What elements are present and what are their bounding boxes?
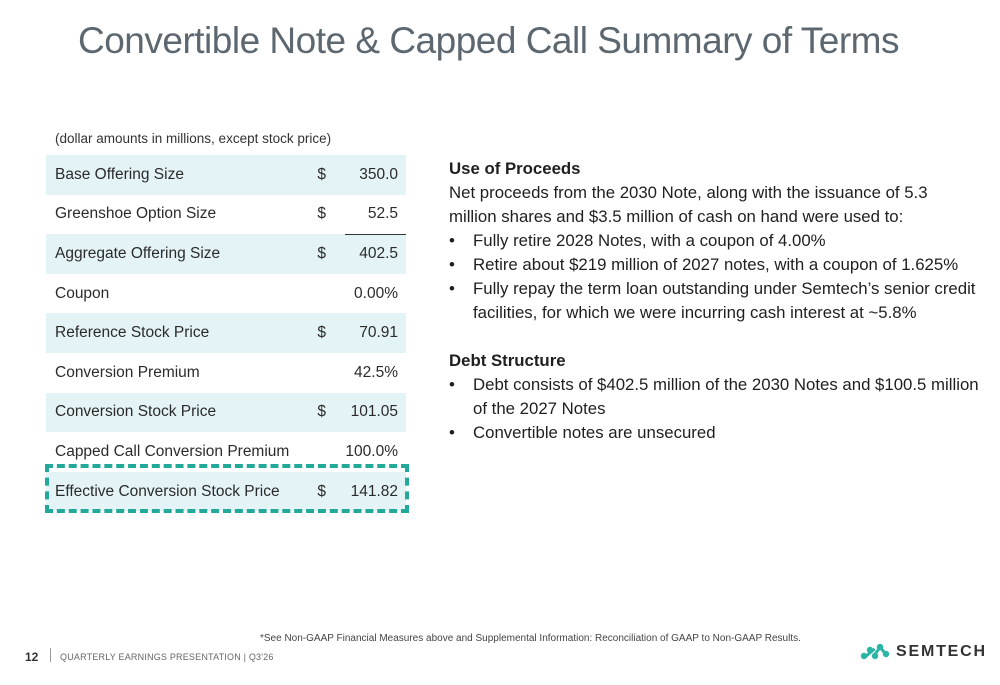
use-of-proceeds-intro: Net proceeds from the 2030 Note, along with the issuance of 5.3 million shares and $3.5 million of cash on hand were used to: — [449, 183, 928, 226]
term-value: 52.5 — [345, 195, 406, 235]
table-row — [46, 393, 406, 433]
page-number: 12 — [25, 650, 39, 664]
term-label: Effective Conversion Stock Price — [55, 482, 280, 500]
term-label: Aggregate Offering Size — [55, 244, 221, 262]
debt-structure-heading: Debt Structure — [449, 351, 566, 370]
list-item — [449, 253, 979, 277]
table-row — [46, 313, 406, 353]
term-label: Base Offering Size — [55, 165, 184, 183]
term-value: 350.0 — [359, 165, 398, 183]
term-label: Capped Call Conversion Premium — [55, 442, 290, 460]
list-item-text: Fully retire 2028 Notes, with a coupon of 4.00% — [473, 231, 826, 250]
semtech-logo — [860, 641, 987, 663]
list-item-text: Debt consists of $402.5 million of the 2030 Notes and $100.5 million of the 2027 Notes — [473, 375, 979, 418]
list-item — [449, 373, 979, 421]
use-of-proceeds-list — [449, 229, 979, 325]
term-currency: $ — [317, 482, 327, 500]
table-row — [46, 472, 406, 512]
semtech-logo-icon — [860, 641, 892, 663]
footnote: *See Non-GAAP Financial Measures above and Supplemental Information: Reconciliation of GAAP to Non-GAAP Results. — [260, 633, 801, 644]
table-row — [46, 155, 406, 195]
term-value: 100.0% — [345, 442, 398, 460]
list-item-text: Fully repay the term loan outstanding under Semtech’s senior credit facilities, for which we were incurring cash interest at ~5.8% — [473, 279, 976, 322]
term-currency: $ — [317, 165, 327, 183]
term-currency — [317, 432, 345, 472]
term-label: Greenshoe Option Size — [55, 205, 217, 223]
term-value: 101.05 — [350, 403, 398, 421]
term-value: 42.5% — [354, 363, 398, 381]
term-value: 402.5 — [359, 245, 398, 263]
term-label: Conversion Premium — [55, 363, 200, 381]
list-item — [449, 229, 979, 253]
logo-text: SEMTECH — [896, 643, 987, 660]
term-currency: $ — [317, 403, 327, 421]
term-label: Reference Stock Price — [55, 324, 210, 342]
terms-table — [46, 155, 406, 511]
presentation-label: QUARTERLY EARNINGS PRESENTATION | Q3'26 — [60, 652, 274, 662]
term-currency: $ — [317, 244, 327, 262]
bullet-dot: • — [449, 231, 455, 250]
list-item — [449, 277, 979, 325]
term-value: 70.91 — [359, 324, 398, 342]
table-row — [46, 274, 406, 314]
table-row — [46, 234, 406, 274]
debt-structure-list — [449, 373, 979, 445]
bullet-dot: • — [449, 279, 455, 298]
proceeds-panel — [449, 157, 979, 445]
term-currency: $ — [317, 205, 327, 223]
bullet-dot: • — [449, 375, 455, 394]
list-item-text: Retire about $219 million of 2027 notes, with a coupon of 1.625% — [473, 255, 959, 274]
bullet-dot: • — [449, 255, 455, 274]
list-item-text: Convertible notes are unsecured — [473, 423, 716, 442]
table-row — [46, 353, 406, 393]
footer-divider — [50, 648, 51, 662]
slide-title: Convertible Note & Capped Call Summary of Terms — [78, 20, 899, 61]
term-label: Conversion Stock Price — [55, 403, 217, 421]
table-row — [46, 432, 406, 472]
table-note: (dollar amounts in millions, except stock price) — [55, 131, 332, 146]
table-row — [46, 195, 406, 235]
term-currency — [317, 353, 345, 393]
term-currency: $ — [317, 324, 327, 342]
use-of-proceeds-heading: Use of Proceeds — [449, 159, 581, 178]
term-label: Coupon — [55, 284, 110, 302]
term-value: 0.00% — [354, 284, 398, 302]
list-item — [449, 421, 979, 445]
term-currency — [317, 274, 345, 314]
bullet-dot: • — [449, 423, 455, 442]
term-value: 141.82 — [350, 482, 398, 500]
